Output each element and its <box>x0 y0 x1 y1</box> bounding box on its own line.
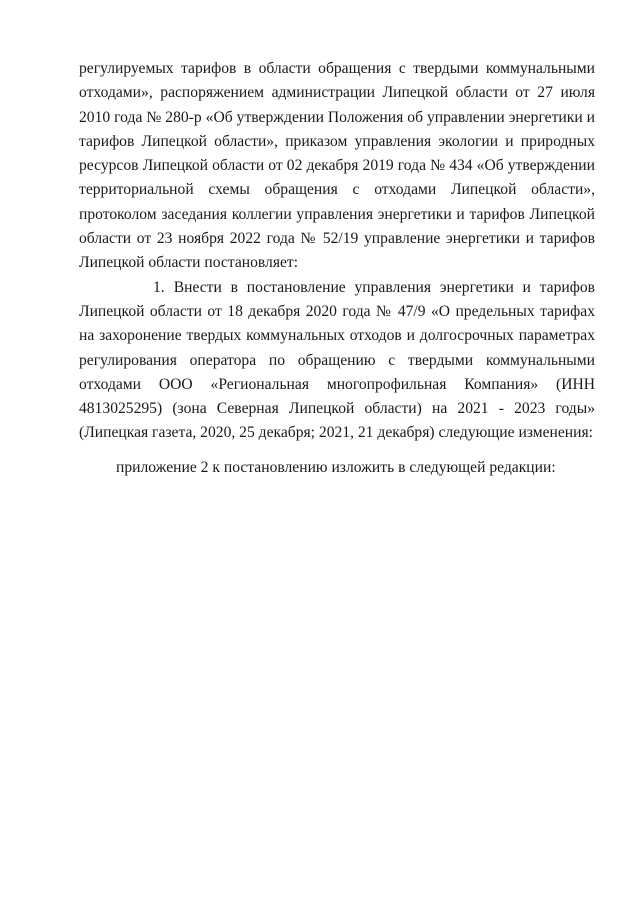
list-item-number: 1. <box>153 278 165 296</box>
document-body <box>79 57 595 480</box>
body-paragraph-1: регулируемых тарифов в области обращения с твердыми коммунальными отходами», распоряжением администрации Липецкой области от 27 июля 2010 года № 280-р «Об утверждении Положения об управлении энергетики и тарифов Липецкой области», приказом управления экологии и природных ресурсов Липецкой области от 02 декабря 2019 года № 434 «Об утверждении территориальной схемы обращения с отходами Липецкой области», протоколом заседания коллегии управления энергетики и тарифов Липецкой области от 23 ноября 2022 года № 52/19 управление энергетики и тарифов Липецкой области постановляет: <box>79 60 595 272</box>
list-item-text: Внести в постановление управления энергетики и тарифов Липецкой области от 18 декабря 2020 года № 47/9 «О предельных тарифах на захоронение твердых коммунальных отходов и долгосрочных параметрах регулирования оператора по обращению с твердыми коммунальными отходами ООО «Региональная многопрофильная Компания» (ИНН 4813025295) (зона Северная Липецкой области) на 2021 - 2023 годы» (Липецкая газета, 2020, 25 декабря; 2021, 21 декабря) следующие изменения: <box>79 278 595 442</box>
body-paragraph-3: приложение 2 к постановлению изложить в следующей редакции: <box>116 458 556 476</box>
list-item-1 <box>79 276 595 446</box>
